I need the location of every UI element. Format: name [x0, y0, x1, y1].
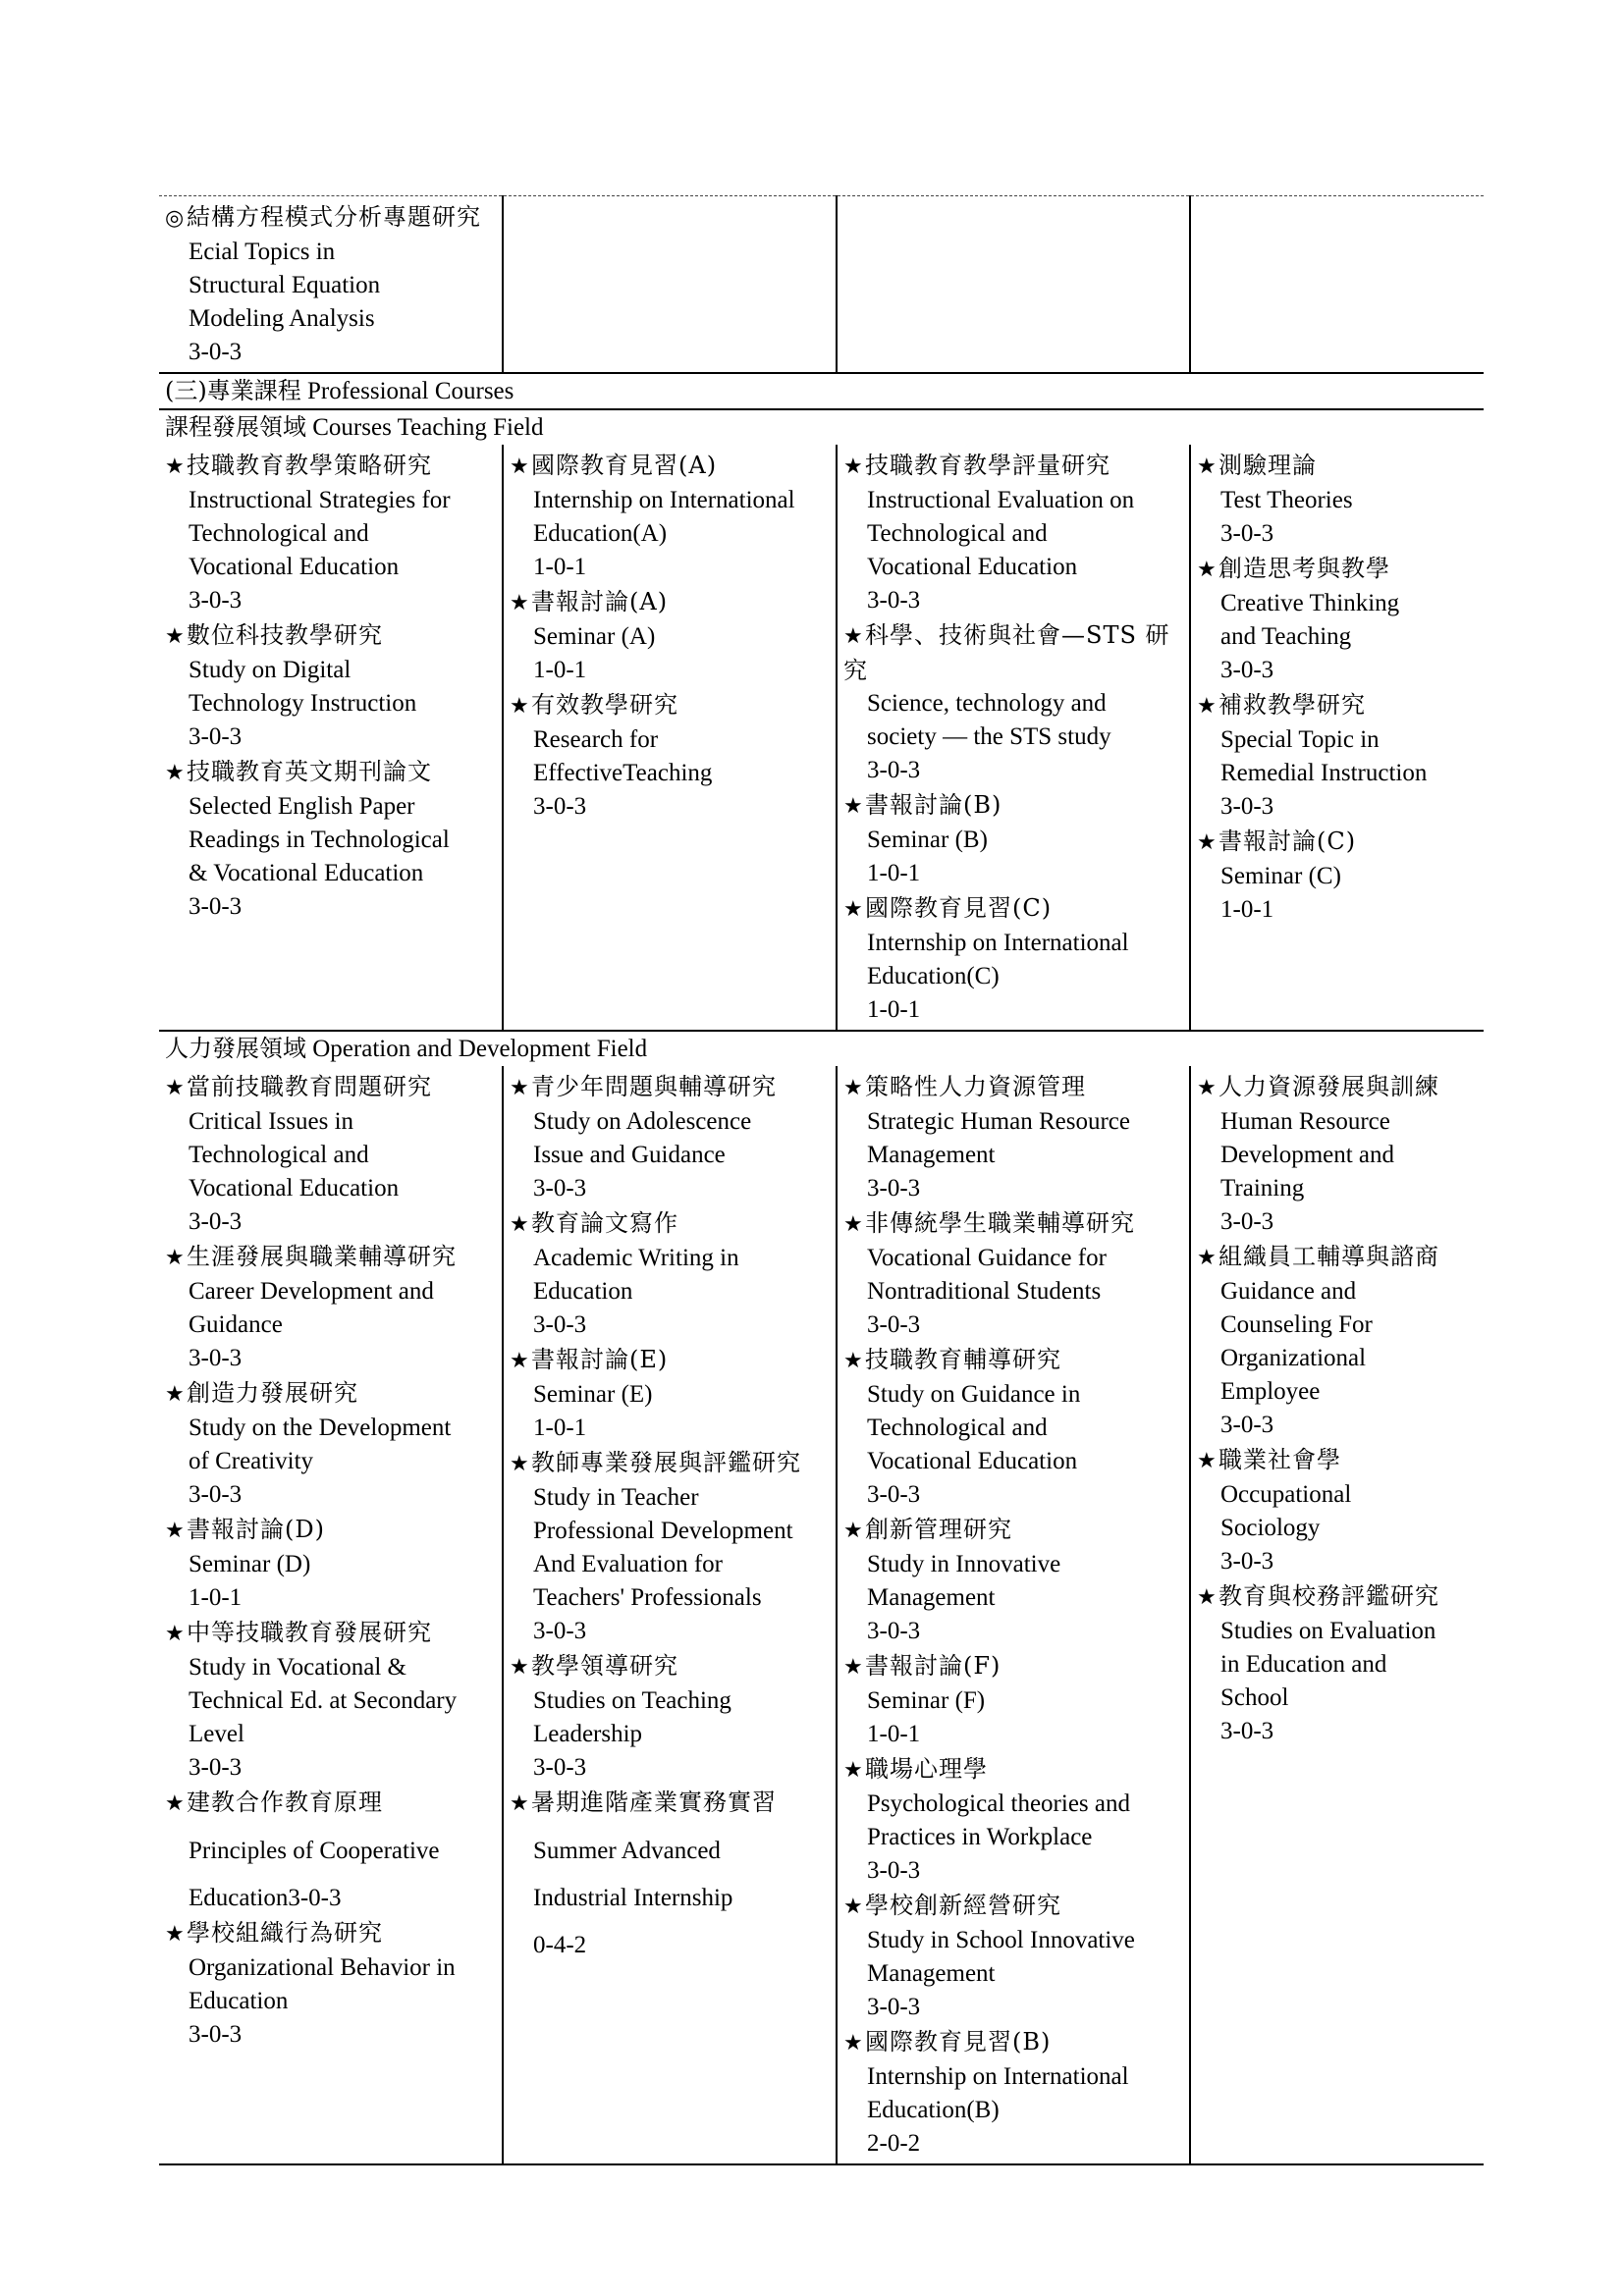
course-title-zh-text: 創新管理研究 — [865, 1516, 1012, 1543]
course-credits: 3-0-3 — [189, 2021, 243, 2048]
course-title-en: Creative Thinking and Teaching — [1220, 590, 1400, 650]
star-icon: ★ — [1197, 830, 1218, 855]
course-entry — [510, 1343, 832, 1445]
course-title-zh-text: 國際教育見習(A) — [531, 452, 718, 479]
course-entry — [165, 1786, 498, 1915]
course-title-en: Seminar (C) — [1220, 863, 1341, 889]
field-heading — [159, 1031, 1484, 1066]
course-credits: 3-0-3 — [867, 1618, 921, 1644]
course-title-zh — [843, 1752, 1185, 1788]
course-title-zh-text: 測驗理論 — [1218, 452, 1317, 479]
star-icon: ★ — [843, 1212, 864, 1237]
course-title-zh — [843, 449, 1185, 484]
course-credits: 3-0-3 — [533, 1175, 587, 1201]
course-entry — [165, 755, 498, 924]
field-courses-row — [159, 1066, 1484, 2164]
course-title-en: Internship on International Education(C) — [867, 930, 1129, 989]
course-title-zh-text: 補救教學研究 — [1218, 691, 1366, 719]
star-icon: ★ — [510, 1212, 530, 1237]
star-icon: ★ — [1197, 454, 1218, 479]
course-title-zh-text: 書報討論(A) — [531, 588, 669, 615]
course-entry — [165, 1070, 498, 1239]
course-title-zh-text: 非傳統學生職業輔導研究 — [865, 1209, 1135, 1237]
course-entry — [510, 1649, 832, 1785]
course-title-en: Vocational Guidance for Nontraditional Students — [867, 1245, 1107, 1305]
course-title-en: Psychological theories and Practices in Workplace — [867, 1790, 1130, 1850]
course-title-zh-text: 暑期進階產業實務實習 — [531, 1789, 777, 1816]
top-course-cell — [159, 196, 503, 374]
course-title-zh — [1197, 688, 1480, 723]
course-entry — [843, 1889, 1185, 2024]
course-credits: 2-0-2 — [867, 2130, 921, 2157]
course-table-page — [159, 195, 1484, 2165]
course-credits: 3-0-3 — [189, 339, 243, 365]
star-icon: ★ — [1197, 1246, 1218, 1270]
course-title-zh-text: 青少年問題與輔導研究 — [531, 1073, 777, 1100]
course-title-zh — [1197, 825, 1480, 860]
course-credits: 1-0-1 — [867, 996, 921, 1023]
star-icon: ★ — [510, 591, 530, 615]
course-credits: 3-0-3 — [1220, 793, 1274, 820]
star-icon: ★ — [165, 1246, 186, 1270]
field-heading — [159, 409, 1484, 445]
course-title-zh — [165, 1070, 498, 1105]
course-title-zh — [843, 2025, 1185, 2060]
course-title-zh — [165, 1240, 498, 1275]
course-title-zh — [1197, 1070, 1480, 1105]
table-row — [159, 196, 1484, 374]
course-entry — [843, 891, 1185, 1027]
course-title-zh — [1197, 1579, 1480, 1615]
section-heading-zh: (三)專業課程 — [165, 377, 301, 404]
course-title-zh-text: 有效教學研究 — [531, 691, 678, 719]
course-title-en: Occupational Sociology — [1220, 1481, 1352, 1541]
course-title-en: Academic Writing in Education — [533, 1245, 739, 1305]
course-title-zh — [165, 1916, 498, 1951]
course-credits: 1-0-1 — [533, 657, 587, 683]
course-entry — [1197, 449, 1480, 551]
course-entry — [510, 688, 832, 824]
star-icon: ★ — [165, 454, 186, 479]
course-title-zh — [1197, 1443, 1480, 1478]
course-credits: 3-0-3 — [867, 757, 921, 783]
course-column-cell — [159, 445, 503, 1031]
course-entry — [510, 449, 832, 584]
course-title-en: Internship on International Education(A) — [533, 487, 795, 547]
course-title-zh — [510, 1446, 832, 1481]
course-title-zh — [843, 1343, 1185, 1378]
course-title-en: Study on Adolescence Issue and Guidance — [533, 1108, 752, 1168]
course-credits: 3-0-3 — [533, 1311, 587, 1338]
star-icon: ★ — [510, 1452, 530, 1476]
course-column-cell — [837, 1066, 1190, 2164]
course-title-zh — [843, 1070, 1185, 1105]
course-entry — [165, 200, 498, 369]
course-credits: 1-0-1 — [533, 1415, 587, 1441]
course-title-en: Studies on Teaching Leadership — [533, 1687, 731, 1747]
course-title-zh — [510, 1649, 832, 1684]
course-column-cell — [837, 445, 1190, 1031]
course-title-zh — [510, 585, 832, 620]
course-title-zh — [165, 1786, 498, 1821]
star-icon: ★ — [510, 454, 530, 479]
course-credits: 3-0-3 — [1220, 520, 1274, 547]
course-title-zh-text: 技職教育輔導研究 — [865, 1346, 1061, 1373]
course-title-zh-text: 數位科技教學研究 — [187, 621, 383, 649]
course-title-zh-text: 科學、技術與社會—STS 研究 — [843, 621, 1170, 684]
course-title-zh-text: 創造力發展研究 — [187, 1379, 358, 1407]
course-credits: 1-0-1 — [867, 1721, 921, 1747]
course-credits: 0-4-2 — [533, 1932, 587, 1958]
course-title-en: Special Topic in Remedial Instruction — [1220, 726, 1428, 786]
course-title-zh-text: 教育與校務評鑑研究 — [1218, 1582, 1439, 1610]
course-title-en: Study in Teacher Professional Development And Evaluation for Teachers' Professionals — [533, 1484, 793, 1611]
course-title-zh-text: 學校創新經營研究 — [865, 1892, 1061, 1919]
course-entry — [510, 1446, 832, 1648]
course-entry — [1197, 688, 1480, 824]
course-credits: 3-0-3 — [189, 1481, 243, 1508]
field-heading-zh: 課程發展領域 — [165, 413, 306, 441]
course-title-en: Guidance and Counseling For Organizational Employee — [1220, 1278, 1373, 1405]
course-credits: 3-0-3 — [189, 1208, 243, 1235]
star-icon: ★ — [1197, 694, 1218, 719]
star-icon: ★ — [165, 761, 186, 785]
course-title-zh — [510, 1786, 832, 1821]
course-entry — [1197, 1070, 1480, 1239]
course-title-zh-text: 建教合作教育原理 — [187, 1789, 383, 1816]
course-title-zh — [843, 1649, 1185, 1684]
star-icon: ★ — [510, 1791, 530, 1816]
course-credits: 3-0-3 — [189, 1754, 243, 1781]
course-title-zh — [510, 1206, 832, 1242]
course-title-zh — [165, 755, 498, 790]
course-credits: 3-0-3 — [533, 1754, 587, 1781]
course-entry — [165, 1376, 498, 1512]
course-credits: 3-0-3 — [189, 893, 243, 920]
course-entry — [1197, 1443, 1480, 1578]
course-entry — [1197, 825, 1480, 927]
course-title-zh-text: 書報討論(C) — [1218, 828, 1357, 855]
course-credits: 3-0-3 — [1220, 1548, 1274, 1575]
star-icon: ★ — [843, 1758, 864, 1783]
course-credits: Education3-0-3 — [189, 1885, 342, 1911]
course-credits: 3-0-3 — [867, 1994, 921, 2020]
course-title-zh-text: 技職教育教學評量研究 — [865, 452, 1110, 479]
star-icon: ★ — [1197, 1449, 1218, 1473]
course-title-en: Science, technology and society — the STS study — [867, 690, 1111, 750]
course-credits: 3-0-3 — [189, 723, 243, 750]
star-icon: ★ — [510, 1076, 530, 1100]
course-entry — [165, 1513, 498, 1615]
course-title-zh — [843, 1206, 1185, 1242]
star-icon: ★ — [165, 1922, 186, 1947]
star-icon: ★ — [1197, 1585, 1218, 1610]
star-icon: ★ — [843, 2031, 864, 2056]
course-title-en: Test Theories — [1220, 487, 1353, 513]
course-entry — [165, 1916, 498, 2052]
course-title-zh-text: 職業社會學 — [1218, 1446, 1341, 1473]
course-credits: 1-0-1 — [867, 860, 921, 886]
course-column-cell — [1190, 445, 1484, 1031]
section-heading-row — [159, 373, 1484, 409]
star-icon: ★ — [843, 1076, 864, 1100]
course-title-en: Principles of Cooperative — [189, 1838, 440, 1864]
course-title-en: Research for EffectiveTeaching — [533, 726, 713, 786]
course-title-zh-text: 當前技職教育問題研究 — [187, 1073, 432, 1100]
course-entry — [1197, 1579, 1480, 1748]
course-title-en: Career Development and Guidance — [189, 1278, 434, 1338]
empty-cell — [1190, 196, 1484, 374]
course-title-zh — [165, 200, 498, 236]
course-title-zh-text: 結構方程模式分析專題研究 — [187, 203, 481, 231]
course-entry — [510, 585, 832, 687]
course-table — [159, 195, 1484, 2165]
course-credits: 3-0-3 — [1220, 1718, 1274, 1744]
course-title-zh-text: 技職教育教學策略研究 — [187, 452, 432, 479]
field-heading-en: Operation and Development Field — [312, 1036, 648, 1062]
star-icon: ★ — [510, 694, 530, 719]
course-credits: 3-0-3 — [867, 1175, 921, 1201]
course-title-zh-text: 策略性人力資源管理 — [865, 1073, 1086, 1100]
course-title-en: Seminar (E) — [533, 1381, 653, 1408]
field-heading-row — [159, 1031, 1484, 1066]
star-icon: ★ — [843, 454, 864, 479]
course-entry — [165, 1240, 498, 1375]
course-credits: Industrial Internship — [533, 1885, 733, 1911]
course-title-zh-text: 書報討論(B) — [865, 791, 1002, 819]
course-title-en: Study on Digital Technology Instruction — [189, 657, 417, 717]
section-heading-en: Professional Courses — [306, 378, 514, 404]
course-entry — [510, 1786, 832, 1962]
course-credits: 1-0-1 — [189, 1584, 243, 1611]
star-icon: ★ — [1197, 1076, 1218, 1100]
course-title-zh-text: 教學領導研究 — [531, 1652, 678, 1680]
course-credits: 3-0-3 — [867, 1857, 921, 1884]
course-title-en: Study in Innovative Management — [867, 1551, 1061, 1611]
course-title-zh-text: 教育論文寫作 — [531, 1209, 678, 1237]
field-courses-row — [159, 445, 1484, 1031]
course-title-en: Study on Guidance in Technological and Vocational Education — [867, 1381, 1081, 1474]
course-title-en: Critical Issues in Technological and Vocational Education — [189, 1108, 400, 1201]
star-icon: ★ — [165, 624, 186, 649]
course-credits: 3-0-3 — [867, 587, 921, 614]
course-entry — [843, 1343, 1185, 1512]
course-title-zh-text: 國際教育見習(C) — [865, 894, 1053, 922]
course-credits: 3-0-3 — [189, 587, 243, 614]
course-entry — [843, 2025, 1185, 2161]
course-entry — [843, 618, 1185, 787]
course-title-zh-text: 職場心理學 — [865, 1755, 988, 1783]
course-entry — [165, 618, 498, 754]
course-title-zh-text: 國際教育見習(B) — [865, 2028, 1052, 2056]
course-title-zh — [843, 788, 1185, 824]
course-title-zh — [1197, 1240, 1480, 1275]
course-title-zh — [165, 1513, 498, 1548]
course-credits: 1-0-1 — [1220, 896, 1274, 923]
course-title-zh — [1197, 552, 1480, 587]
course-title-en: Instructional Strategies for Technological and Vocational Education — [189, 487, 451, 580]
course-entry — [1197, 1240, 1480, 1442]
course-title-en: Seminar (A) — [533, 623, 656, 650]
course-entry — [843, 449, 1185, 617]
star-icon: ★ — [1197, 558, 1218, 582]
star-icon: ★ — [165, 1791, 186, 1816]
course-title-en: Internship on International Education(B) — [867, 2063, 1129, 2123]
course-title-zh-text: 組織員工輔導與諮商 — [1218, 1243, 1439, 1270]
course-title-en: Ecial Topics in Structural Equation Modeling Analysis — [189, 239, 381, 332]
course-title-zh-text: 中等技職教育發展研究 — [187, 1619, 432, 1646]
course-title-en: Seminar (D) — [189, 1551, 311, 1577]
star-icon: ★ — [843, 897, 864, 922]
course-column-cell — [503, 1066, 837, 2164]
course-title-en: Studies on Evaluation in Education and School — [1220, 1618, 1436, 1711]
course-entry — [510, 1070, 832, 1205]
course-title-en: Seminar (F) — [867, 1687, 986, 1714]
course-credits: 3-0-3 — [867, 1311, 921, 1338]
course-title-en: Human Resource Development and Training — [1220, 1108, 1395, 1201]
course-entry — [843, 1206, 1185, 1342]
course-title-zh — [843, 1889, 1185, 1924]
star-icon: ★ — [843, 1519, 864, 1543]
star-icon: ★ — [843, 1895, 864, 1919]
field-heading-en: Courses Teaching Field — [312, 414, 544, 441]
section-heading — [159, 373, 1484, 409]
course-entry — [843, 1070, 1185, 1205]
course-credits: 3-0-3 — [1220, 1412, 1274, 1438]
course-credits: 1-0-1 — [533, 554, 587, 580]
empty-cell — [837, 196, 1190, 374]
course-column-cell — [1190, 1066, 1484, 2164]
course-credits: 3-0-3 — [533, 793, 587, 820]
course-title-en: Summer Advanced — [533, 1838, 721, 1864]
course-title-zh — [165, 1616, 498, 1651]
course-title-en: Strategic Human Resource Management — [867, 1108, 1130, 1168]
course-entry — [843, 1513, 1185, 1648]
course-entry — [843, 788, 1185, 890]
course-title-zh — [510, 688, 832, 723]
course-title-zh — [510, 1070, 832, 1105]
course-title-zh — [1197, 449, 1480, 484]
course-title-zh — [510, 449, 832, 484]
course-title-zh — [843, 618, 1185, 687]
course-title-zh — [843, 1513, 1185, 1548]
star-icon: ★ — [165, 1622, 186, 1646]
course-entry — [843, 1649, 1185, 1751]
star-icon: ★ — [165, 1519, 186, 1543]
course-title-en: Organizational Behavior in Education — [189, 1954, 456, 2014]
empty-cell — [503, 196, 837, 374]
course-title-en: Study in Vocational & Technical Ed. at Secondary Level — [189, 1654, 458, 1747]
course-title-zh-text: 教師專業發展與評鑑研究 — [531, 1449, 801, 1476]
course-title-zh-text: 學校組織行為研究 — [187, 1919, 383, 1947]
course-title-en: Study in School Innovative Management — [867, 1927, 1135, 1987]
course-title-zh-text: 生涯發展與職業輔導研究 — [187, 1243, 457, 1270]
course-column-cell — [503, 445, 837, 1031]
course-entry — [1197, 552, 1480, 687]
course-credits: 3-0-3 — [1220, 1208, 1274, 1235]
course-entry — [510, 1206, 832, 1342]
course-title-zh-text: 書報討論(D) — [187, 1516, 325, 1543]
star-icon: ★ — [843, 1655, 864, 1680]
course-title-zh — [165, 449, 498, 484]
course-column-cell — [159, 1066, 503, 2164]
course-title-zh-text: 創造思考與教學 — [1218, 555, 1390, 582]
course-credits: 3-0-3 — [533, 1618, 587, 1644]
field-heading-row — [159, 409, 1484, 445]
star-icon: ★ — [843, 624, 864, 649]
course-credits: 3-0-3 — [867, 1481, 921, 1508]
star-icon: ★ — [843, 794, 864, 819]
course-entry — [165, 449, 498, 617]
course-title-zh-text: 技職教育英文期刊論文 — [187, 758, 432, 785]
course-title-zh — [165, 1376, 498, 1412]
course-title-zh — [843, 891, 1185, 927]
star-icon: ★ — [843, 1349, 864, 1373]
double-circle-icon: ◎ — [165, 206, 186, 231]
course-entry — [843, 1752, 1185, 1888]
course-credits: 3-0-3 — [1220, 657, 1274, 683]
course-title-en: Instructional Evaluation on Technological and Vocational Education — [867, 487, 1135, 580]
course-title-zh-text: 人力資源發展與訓練 — [1218, 1073, 1439, 1100]
star-icon: ★ — [165, 1382, 186, 1407]
star-icon: ★ — [510, 1655, 530, 1680]
course-title-en: Study on the Development of Creativity — [189, 1415, 452, 1474]
course-title-zh — [165, 618, 498, 654]
course-credits: 3-0-3 — [189, 1345, 243, 1371]
course-title-zh-text: 書報討論(E) — [531, 1346, 669, 1373]
star-icon: ★ — [510, 1349, 530, 1373]
field-heading-zh: 人力發展領域 — [165, 1035, 306, 1062]
course-title-zh-text: 書報討論(F) — [865, 1652, 1001, 1680]
course-title-en: Selected English Paper Readings in Technological & Vocational Education — [189, 793, 450, 886]
course-title-en: Seminar (B) — [867, 827, 988, 853]
course-entry — [165, 1616, 498, 1785]
course-title-zh — [510, 1343, 832, 1378]
star-icon: ★ — [165, 1076, 186, 1100]
